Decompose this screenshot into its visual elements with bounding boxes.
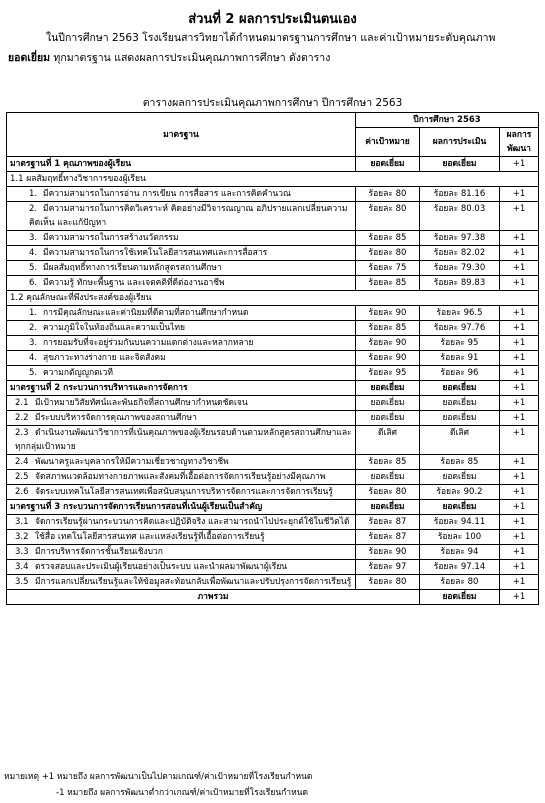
- indicator-number: 2.4: [15, 457, 29, 467]
- indicator-cell: [7, 366, 356, 381]
- indicator-text: มีความสามารถในการคิดวิเคราะห์ คิดอย่างมีวิจารณญาณ อภิปรายแลกเปลี่ยนความคิดเห็น และแก้ปัญหา: [29, 204, 348, 228]
- table-row: [7, 575, 539, 590]
- result-cell: ยอดเยี่ยม: [420, 470, 500, 485]
- indicator-number: 3.: [29, 338, 38, 348]
- target-cell: ยอดเยี่ยม: [356, 470, 420, 485]
- result-cell: ร้อยละ 80.03: [420, 202, 500, 231]
- table-row: [7, 276, 539, 291]
- table-row: [7, 396, 539, 411]
- dev-cell: +1: [500, 261, 539, 276]
- table-row: [7, 351, 539, 366]
- target-cell: ร้อยละ 80: [356, 202, 420, 231]
- indicator-number: 1.: [29, 308, 38, 318]
- target-cell: ร้อยละ 90: [356, 306, 420, 321]
- indicator-cell: [7, 336, 356, 351]
- dev-cell: +1: [500, 351, 539, 366]
- indicator-cell: [7, 560, 356, 575]
- dev-cell: +1: [500, 306, 539, 321]
- indicator-text: การยอมรับที่จะอยู่ร่วมกันบนความแตกต่างและหลากหลาย: [43, 338, 254, 348]
- result-cell: ร้อยละ 94: [420, 545, 500, 560]
- indicator-cell: [7, 485, 356, 500]
- result-cell: ยอดเยี่ยม: [420, 500, 500, 515]
- indicator-cell: [7, 306, 356, 321]
- indicator-text: มีระบบบริหารจัดการคุณภาพของสถานศึกษา: [35, 413, 197, 423]
- dev-cell: +1: [500, 246, 539, 261]
- table-row: [7, 231, 539, 246]
- target-cell: ยอดเยี่ยม: [356, 411, 420, 426]
- footnote-line-1: หมายเหตุ +1 หมายถึง ผลการพัฒนาเป็นไปตามเกณฑ์/ค่าเป้าหมายที่โรงเรียนกำหนด: [4, 772, 313, 782]
- indicator-number: 3.3: [15, 547, 29, 557]
- indicator-cell: [7, 261, 356, 276]
- overall-label: ภาพรวม: [7, 590, 420, 605]
- header-dev: ผลการพัฒนา: [500, 128, 539, 157]
- target-cell: ร้อยละ 85: [356, 321, 420, 336]
- indicator-cell: [7, 426, 356, 455]
- dev-cell: +1: [500, 411, 539, 426]
- header-standard: มาตรฐาน: [7, 113, 356, 157]
- sub-standard-name: 1.2 คุณลักษณะที่พึงประสงค์ของผู้เรียน: [7, 291, 539, 306]
- target-cell: ร้อยละ 85: [356, 276, 420, 291]
- table-row: [7, 485, 539, 500]
- target-cell: ร้อยละ 80: [356, 485, 420, 500]
- header-result: ผลการประเมิน: [420, 128, 500, 157]
- indicator-text: มีการแลกเปลี่ยนเรียนรู้และให้ข้อมูลสะท้อนกลับเพื่อพัฒนาและปรับปรุงการจัดการเรียนรู้: [35, 577, 352, 587]
- table-row: [7, 411, 539, 426]
- indicator-number: 2.5: [15, 472, 29, 482]
- dev-cell: +1: [500, 426, 539, 455]
- indicator-cell: [7, 411, 356, 426]
- result-cell: ร้อยละ 94.11: [420, 515, 500, 530]
- dev-cell: +1: [500, 202, 539, 231]
- indicator-text: จัดสภาพแวดล้อมทางกายภาพและสังคมที่เอื้อต่อการจัดการเรียนรู้อย่างมีคุณภาพ: [35, 472, 326, 482]
- indicator-text: มีผลสัมฤทธิ์ทางการเรียนตามหลักสูตรสถานศึกษา: [43, 263, 222, 273]
- dev-cell: +1: [500, 276, 539, 291]
- dev-cell: +1: [500, 485, 539, 500]
- target-cell: ร้อยละ 80: [356, 187, 420, 202]
- result-cell: ร้อยละ 85: [420, 455, 500, 470]
- indicator-number: 3.5: [15, 577, 29, 587]
- indicator-text: สุขภาวะทางร่างกาย และจิตสังคม: [43, 353, 166, 363]
- result-cell: ยอดเยี่ยม: [420, 411, 500, 426]
- table-caption: ตารางผลการประเมินคุณภาพการศึกษา ปีการศึกษา 2563: [142, 97, 403, 109]
- dev-cell: +1: [500, 500, 539, 515]
- table-row: [7, 246, 539, 261]
- indicator-text: มีความสามารถในการอ่าน การเขียน การสื่อสาร และการคิดคำนวณ: [43, 189, 291, 199]
- indicator-number: 3.2: [15, 532, 29, 542]
- result-cell: ร้อยละ 97.38: [420, 231, 500, 246]
- indicator-text: ดำเนินงานพัฒนาวิชาการที่เน้นคุณภาพของผู้เรียนรอบด้านตามหลักสูตรสถานศึกษาและทุกกลุ่มเป้าหมาย: [15, 428, 352, 452]
- target-cell: ยอดเยี่ยม: [356, 157, 420, 172]
- indicator-number: 4.: [29, 353, 38, 363]
- dev-cell: +1: [500, 455, 539, 470]
- result-cell: ร้อยละ 100: [420, 530, 500, 545]
- indicator-cell: [7, 396, 356, 411]
- table-row: [7, 187, 539, 202]
- result-cell: ร้อยละ 90.2: [420, 485, 500, 500]
- indicator-text: ความกตัญญูกตเวที: [43, 368, 113, 378]
- indicator-number: 2.6: [15, 487, 29, 497]
- indicator-cell: [7, 575, 356, 590]
- indicator-number: 2.: [29, 204, 38, 214]
- table-row: [7, 426, 539, 455]
- result-cell: ร้อยละ 96: [420, 366, 500, 381]
- sub-standard-name: 1.1 ผลสัมฤทธิ์ทางวิชาการของผู้เรียน: [7, 172, 539, 187]
- indicator-cell: [7, 187, 356, 202]
- footnote: [4, 769, 312, 801]
- overall-result: ยอดเยี่ยม: [420, 590, 500, 605]
- indicator-number: 5.: [29, 263, 38, 273]
- table-row: [7, 261, 539, 276]
- result-cell: ยอดเยี่ยม: [420, 381, 500, 396]
- result-cell: ร้อยละ 96.5: [420, 306, 500, 321]
- dev-cell: +1: [500, 575, 539, 590]
- target-cell: ร้อยละ 90: [356, 336, 420, 351]
- indicator-text: มีความสามารถในการใช้เทคโนโลยีสารสนเทศและการสื่อสาร: [43, 248, 268, 258]
- result-cell: ร้อยละ 97.14: [420, 560, 500, 575]
- dev-cell: +1: [500, 381, 539, 396]
- target-cell: ดีเลิศ: [356, 426, 420, 455]
- target-cell: ร้อยละ 80: [356, 575, 420, 590]
- indicator-text: จัดการเรียนรู้ผ่านกระบวนการคิดและปฏิบัติจริง และสามารถนำไปประยุกต์ใช้ในชีวิตได้: [35, 517, 350, 527]
- indicator-number: 2.1: [15, 398, 29, 408]
- indicator-number: 2.2: [15, 413, 29, 423]
- dev-cell: +1: [500, 231, 539, 246]
- header-row-1: [7, 113, 539, 128]
- target-cell: ร้อยละ 87: [356, 530, 420, 545]
- indicator-number: 1.: [29, 189, 38, 199]
- indicator-text: ความภูมิใจในท้องถิ่นและความเป็นไทย: [43, 323, 186, 333]
- target-cell: ร้อยละ 87: [356, 515, 420, 530]
- target-cell: ยอดเยี่ยม: [356, 381, 420, 396]
- dev-cell: +1: [500, 157, 539, 172]
- target-cell: ร้อยละ 85: [356, 231, 420, 246]
- dev-cell: +1: [500, 560, 539, 575]
- result-cell: ร้อยละ 81.16: [420, 187, 500, 202]
- table-row: [7, 545, 539, 560]
- indicator-text: การมีคุณลักษณะและค่านิยมที่ดีตามที่สถานศึกษากำหนด: [43, 308, 249, 318]
- standard-name: มาตรฐานที่ 3 กระบวนการจัดการเรียนการสอนที่เน้นผู้เรียนเป็นสำคัญ: [7, 500, 356, 515]
- dev-cell: +1: [500, 336, 539, 351]
- indicator-cell: [7, 470, 356, 485]
- indicator-text: ใช้สื่อ เทคโนโลยีสารสนเทศ และแหล่งเรียนรู้ที่เอื้อต่อการเรียนรู้: [35, 532, 265, 542]
- target-cell: ร้อยละ 90: [356, 545, 420, 560]
- indicator-number: 3.4: [15, 562, 29, 572]
- standard-name: มาตรฐานที่ 1 คุณภาพของผู้เรียน: [7, 157, 356, 172]
- dev-cell: +1: [500, 187, 539, 202]
- result-cell: ร้อยละ 97.76: [420, 321, 500, 336]
- indicator-cell: [7, 515, 356, 530]
- result-cell: ร้อยละ 80: [420, 575, 500, 590]
- table-row: [7, 515, 539, 530]
- table-row: [7, 366, 539, 381]
- indicator-number: 3.: [29, 233, 38, 243]
- indicator-cell: [7, 351, 356, 366]
- result-cell: ยอดเยี่ยม: [420, 157, 500, 172]
- dev-cell: +1: [500, 515, 539, 530]
- overall-dev: +1: [500, 590, 539, 605]
- indicator-number: 4.: [29, 248, 38, 258]
- indicator-number: 3.1: [15, 517, 29, 527]
- result-cell: ร้อยละ 91: [420, 351, 500, 366]
- sub-standard-row: [7, 291, 539, 306]
- footnote-line-2: -1 หมายถึง ผลการพัฒนาต่ำกว่าเกณฑ์/ค่าเป้าหมายที่โรงเรียนกำหนด: [56, 788, 309, 798]
- dev-cell: +1: [500, 366, 539, 381]
- intro-bold: ยอดเยี่ยม: [8, 52, 51, 64]
- header-target: ค่าเป้าหมาย: [356, 128, 420, 157]
- result-cell: ร้อยละ 89.83: [420, 276, 500, 291]
- indicator-cell: [7, 276, 356, 291]
- indicator-text: มีเป้าหมายวิสัยทัศน์และพันธกิจที่สถานศึกษากำหนดชัดเจน: [35, 398, 248, 408]
- table-row: [7, 336, 539, 351]
- indicator-number: 2.3: [15, 428, 29, 438]
- indicator-cell: [7, 246, 356, 261]
- indicator-text: มีความสามารถในการสร้างนวัตกรรม: [43, 233, 179, 243]
- table-body: [7, 157, 539, 605]
- dev-cell: +1: [500, 396, 539, 411]
- table-row: [7, 202, 539, 231]
- indicator-text: มีความรู้ ทักษะพื้นฐาน และเจตคติที่ดีต่องานอาชีพ: [43, 278, 225, 288]
- indicator-text: มีการบริหารจัดการชั้นเรียนเชิงบวก: [35, 547, 163, 557]
- intro-paragraph: [8, 28, 540, 68]
- indicator-number: 6.: [29, 278, 38, 288]
- intro-line-1: ในปีการศึกษา 2563 โรงเรียนสารวิทยาได้กำหนดมาตรฐานการศึกษา และค่าเป้าหมายระดับคุณภาพ: [46, 32, 496, 44]
- target-cell: ร้อยละ 75: [356, 261, 420, 276]
- indicator-cell: [7, 545, 356, 560]
- result-cell: ร้อยละ 82.02: [420, 246, 500, 261]
- indicator-cell: [7, 530, 356, 545]
- evaluation-table: [6, 112, 539, 605]
- target-cell: ยอดเยี่ยม: [356, 396, 420, 411]
- target-cell: ร้อยละ 90: [356, 351, 420, 366]
- standard-row: [7, 157, 539, 172]
- dev-cell: +1: [500, 470, 539, 485]
- table-row: [7, 470, 539, 485]
- section-title: ส่วนที่ 2 ผลการประเมินตนเอง: [188, 12, 357, 27]
- indicator-text: พัฒนาครูและบุคลากรให้มีความเชี่ยวชาญทางวิชาชีพ: [35, 457, 229, 467]
- indicator-cell: [7, 202, 356, 231]
- standard-name: มาตรฐานที่ 2 กระบวนการบริหารและการจัดการ: [7, 381, 356, 396]
- header-year: ปีการศึกษา 2563: [356, 113, 539, 128]
- table-row: [7, 306, 539, 321]
- table-row: [7, 455, 539, 470]
- result-cell: ร้อยละ 95: [420, 336, 500, 351]
- target-cell: ร้อยละ 80: [356, 246, 420, 261]
- indicator-cell: [7, 321, 356, 336]
- result-cell: ร้อยละ 79.30: [420, 261, 500, 276]
- result-cell: ดีเลิศ: [420, 426, 500, 455]
- dev-cell: +1: [500, 545, 539, 560]
- target-cell: ร้อยละ 97: [356, 560, 420, 575]
- dev-cell: +1: [500, 530, 539, 545]
- intro-line-2: ทุกมาตรฐาน แสดงผลการประเมินคุณภาพการศึกษา ดังตาราง: [50, 52, 331, 64]
- standard-row: [7, 500, 539, 515]
- indicator-number: 5.: [29, 368, 38, 378]
- indicator-text: จัดระบบเทคโนโลยีสารสนเทศเพื่อสนับสนุนการบริหารจัดการและการจัดการเรียนรู้: [35, 487, 333, 497]
- dev-cell: +1: [500, 321, 539, 336]
- target-cell: ร้อยละ 95: [356, 366, 420, 381]
- result-cell: ยอดเยี่ยม: [420, 396, 500, 411]
- indicator-number: 2.: [29, 323, 38, 333]
- table-row: [7, 560, 539, 575]
- overall-row: [7, 590, 539, 605]
- indicator-cell: [7, 231, 356, 246]
- sub-standard-row: [7, 172, 539, 187]
- standard-row: [7, 381, 539, 396]
- indicator-text: ตรวจสอบและประเมินผู้เรียนอย่างเป็นระบบ และนำผลมาพัฒนาผู้เรียน: [35, 562, 288, 572]
- table-row: [7, 530, 539, 545]
- table-row: [7, 321, 539, 336]
- target-cell: ร้อยละ 85: [356, 455, 420, 470]
- indicator-cell: [7, 455, 356, 470]
- target-cell: ยอดเยี่ยม: [356, 500, 420, 515]
